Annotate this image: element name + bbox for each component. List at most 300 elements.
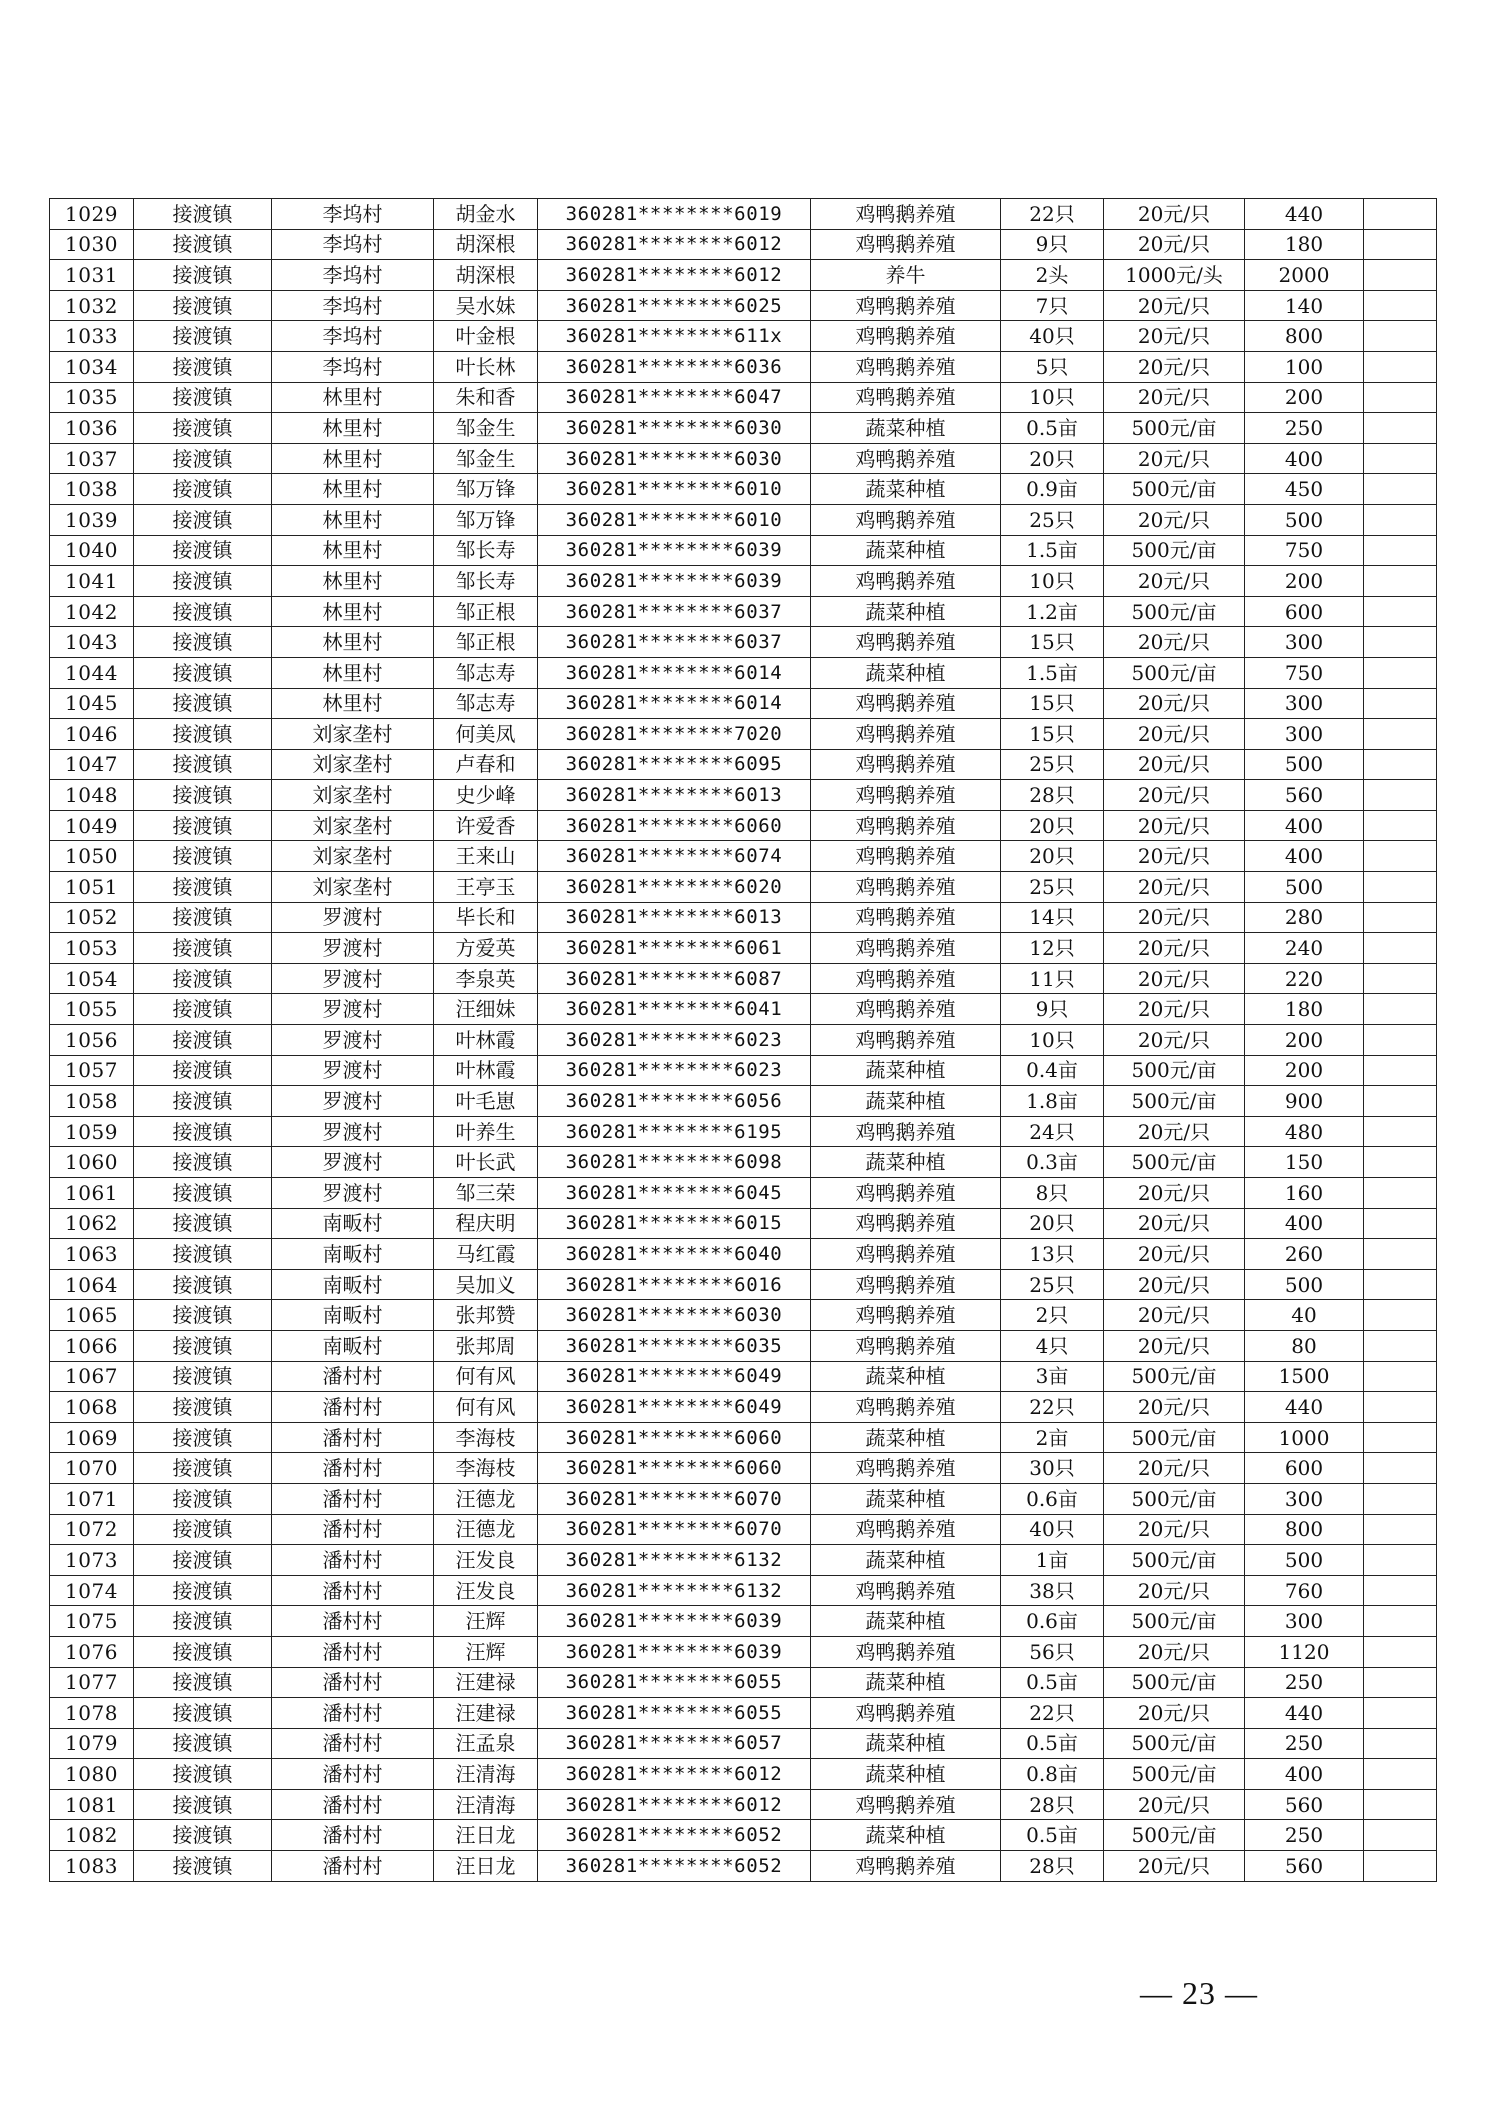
standard-cell: 500元/亩 (1104, 1667, 1245, 1698)
village-cell: 潘村村 (272, 1514, 434, 1545)
remark-cell (1364, 1453, 1437, 1484)
quantity-cell: 0.5亩 (1001, 1728, 1104, 1759)
serial-cell: 1070 (50, 1453, 134, 1484)
remark-cell (1364, 1728, 1437, 1759)
name-cell: 邹正根 (434, 627, 538, 658)
town-cell: 接渡镇 (134, 199, 272, 230)
quantity-cell: 38只 (1001, 1575, 1104, 1606)
id-card-cell: 360281********6035 (538, 1330, 811, 1361)
table-row (50, 1636, 1437, 1667)
town-cell: 接渡镇 (134, 1086, 272, 1117)
table-row (50, 1025, 1437, 1056)
town-cell: 接渡镇 (134, 719, 272, 750)
name-cell: 王亭玉 (434, 872, 538, 903)
serial-cell: 1079 (50, 1728, 134, 1759)
serial-cell: 1034 (50, 351, 134, 382)
standard-cell: 20元/只 (1104, 290, 1245, 321)
id-card-cell: 360281********6052 (538, 1820, 811, 1851)
name-cell: 邹正根 (434, 596, 538, 627)
amount-cell: 140 (1245, 290, 1364, 321)
amount-cell: 40 (1245, 1300, 1364, 1331)
town-cell: 接渡镇 (134, 1116, 272, 1147)
remark-cell (1364, 1545, 1437, 1576)
table-row (50, 872, 1437, 903)
amount-cell: 560 (1245, 1789, 1364, 1820)
quantity-cell: 28只 (1001, 780, 1104, 811)
village-cell: 刘家垄村 (272, 749, 434, 780)
serial-cell: 1055 (50, 994, 134, 1025)
project-cell: 鸡鸭鹅养殖 (811, 290, 1001, 321)
name-cell: 叶金根 (434, 321, 538, 352)
id-card-cell: 360281********6030 (538, 1300, 811, 1331)
remark-cell (1364, 351, 1437, 382)
quantity-cell: 22只 (1001, 1392, 1104, 1423)
name-cell: 张邦赞 (434, 1300, 538, 1331)
id-card-cell: 360281********6039 (538, 1606, 811, 1637)
table-row (50, 1422, 1437, 1453)
project-cell: 鸡鸭鹅养殖 (811, 1392, 1001, 1423)
quantity-cell: 10只 (1001, 566, 1104, 597)
standard-cell: 20元/只 (1104, 902, 1245, 933)
serial-cell: 1041 (50, 566, 134, 597)
town-cell: 接渡镇 (134, 1667, 272, 1698)
project-cell: 蔬菜种植 (811, 1667, 1001, 1698)
table-row (50, 810, 1437, 841)
remark-cell (1364, 566, 1437, 597)
standard-cell: 20元/只 (1104, 1851, 1245, 1882)
project-cell: 鸡鸭鹅养殖 (811, 688, 1001, 719)
town-cell: 接渡镇 (134, 963, 272, 994)
standard-cell: 500元/亩 (1104, 1728, 1245, 1759)
project-cell: 鸡鸭鹅养殖 (811, 199, 1001, 230)
table-row (50, 1851, 1437, 1882)
serial-cell: 1037 (50, 443, 134, 474)
quantity-cell: 7只 (1001, 290, 1104, 321)
id-card-cell: 360281********6040 (538, 1239, 811, 1270)
village-cell: 林里村 (272, 566, 434, 597)
standard-cell: 20元/只 (1104, 1025, 1245, 1056)
table-row (50, 1300, 1437, 1331)
remark-cell (1364, 596, 1437, 627)
project-cell: 鸡鸭鹅养殖 (811, 1575, 1001, 1606)
remark-cell (1364, 1851, 1437, 1882)
village-cell: 刘家垄村 (272, 810, 434, 841)
project-cell: 鸡鸭鹅养殖 (811, 994, 1001, 1025)
name-cell: 汪日龙 (434, 1820, 538, 1851)
name-cell: 邹志寿 (434, 688, 538, 719)
project-cell: 鸡鸭鹅养殖 (811, 229, 1001, 260)
quantity-cell: 1亩 (1001, 1545, 1104, 1576)
project-cell: 蔬菜种植 (811, 1086, 1001, 1117)
village-cell: 林里村 (272, 382, 434, 413)
serial-cell: 1063 (50, 1239, 134, 1270)
remark-cell (1364, 963, 1437, 994)
amount-cell: 500 (1245, 872, 1364, 903)
amount-cell: 400 (1245, 810, 1364, 841)
quantity-cell: 15只 (1001, 719, 1104, 750)
quantity-cell: 9只 (1001, 994, 1104, 1025)
project-cell: 鸡鸭鹅养殖 (811, 627, 1001, 658)
standard-cell: 500元/亩 (1104, 1361, 1245, 1392)
quantity-cell: 28只 (1001, 1789, 1104, 1820)
standard-cell: 500元/亩 (1104, 1820, 1245, 1851)
name-cell: 叶林霞 (434, 1055, 538, 1086)
serial-cell: 1044 (50, 657, 134, 688)
page-number: — 23 — (1140, 1975, 1258, 2011)
name-cell: 胡深根 (434, 229, 538, 260)
amount-cell: 400 (1245, 841, 1364, 872)
remark-cell (1364, 1086, 1437, 1117)
village-cell: 林里村 (272, 413, 434, 444)
id-card-cell: 360281********6070 (538, 1514, 811, 1545)
quantity-cell: 15只 (1001, 688, 1104, 719)
id-card-cell: 360281********6014 (538, 657, 811, 688)
id-card-cell: 360281********611x (538, 321, 811, 352)
serial-cell: 1077 (50, 1667, 134, 1698)
remark-cell (1364, 1392, 1437, 1423)
project-cell: 鸡鸭鹅养殖 (811, 1636, 1001, 1667)
project-cell: 鸡鸭鹅养殖 (811, 1698, 1001, 1729)
table-row (50, 933, 1437, 964)
name-cell: 叶毛崽 (434, 1086, 538, 1117)
name-cell: 叶长林 (434, 351, 538, 382)
table-row (50, 902, 1437, 933)
serial-cell: 1056 (50, 1025, 134, 1056)
project-cell: 鸡鸭鹅养殖 (811, 321, 1001, 352)
quantity-cell: 12只 (1001, 933, 1104, 964)
quantity-cell: 25只 (1001, 1269, 1104, 1300)
village-cell: 潘村村 (272, 1606, 434, 1637)
id-card-cell: 360281********6132 (538, 1575, 811, 1606)
standard-cell: 20元/只 (1104, 872, 1245, 903)
serial-cell: 1045 (50, 688, 134, 719)
town-cell: 接渡镇 (134, 688, 272, 719)
town-cell: 接渡镇 (134, 504, 272, 535)
serial-cell: 1042 (50, 596, 134, 627)
name-cell: 许爱香 (434, 810, 538, 841)
serial-cell: 1048 (50, 780, 134, 811)
amount-cell: 760 (1245, 1575, 1364, 1606)
town-cell: 接渡镇 (134, 1330, 272, 1361)
amount-cell: 600 (1245, 596, 1364, 627)
standard-cell: 20元/只 (1104, 810, 1245, 841)
id-card-cell: 360281********6030 (538, 443, 811, 474)
id-card-cell: 360281********6016 (538, 1269, 811, 1300)
serial-cell: 1033 (50, 321, 134, 352)
project-cell: 鸡鸭鹅养殖 (811, 1116, 1001, 1147)
village-cell: 林里村 (272, 443, 434, 474)
project-cell: 鸡鸭鹅养殖 (811, 1300, 1001, 1331)
serial-cell: 1053 (50, 933, 134, 964)
quantity-cell: 2头 (1001, 260, 1104, 291)
standard-cell: 20元/只 (1104, 688, 1245, 719)
project-cell: 蔬菜种植 (811, 413, 1001, 444)
table-row (50, 627, 1437, 658)
quantity-cell: 9只 (1001, 229, 1104, 260)
standard-cell: 20元/只 (1104, 1575, 1245, 1606)
table-row (50, 688, 1437, 719)
table-row (50, 1545, 1437, 1576)
standard-cell: 500元/亩 (1104, 474, 1245, 505)
name-cell: 汪辉 (434, 1606, 538, 1637)
project-cell: 鸡鸭鹅养殖 (811, 810, 1001, 841)
name-cell: 方爱英 (434, 933, 538, 964)
village-cell: 潘村村 (272, 1759, 434, 1790)
name-cell: 汪清海 (434, 1789, 538, 1820)
id-card-cell: 360281********6087 (538, 963, 811, 994)
village-cell: 林里村 (272, 627, 434, 658)
project-cell: 鸡鸭鹅养殖 (811, 902, 1001, 933)
project-cell: 蔬菜种植 (811, 1728, 1001, 1759)
standard-cell: 20元/只 (1104, 1514, 1245, 1545)
village-cell: 林里村 (272, 535, 434, 566)
standard-cell: 20元/只 (1104, 1636, 1245, 1667)
village-cell: 刘家垄村 (272, 872, 434, 903)
quantity-cell: 20只 (1001, 810, 1104, 841)
table-row (50, 1147, 1437, 1178)
village-cell: 潘村村 (272, 1851, 434, 1882)
town-cell: 接渡镇 (134, 1606, 272, 1637)
name-cell: 史少峰 (434, 780, 538, 811)
id-card-cell: 360281********6020 (538, 872, 811, 903)
remark-cell (1364, 290, 1437, 321)
project-cell: 鸡鸭鹅养殖 (811, 1453, 1001, 1484)
table-row (50, 780, 1437, 811)
name-cell: 何美凤 (434, 719, 538, 750)
town-cell: 接渡镇 (134, 1636, 272, 1667)
id-card-cell: 360281********6012 (538, 1759, 811, 1790)
table-row (50, 596, 1437, 627)
name-cell: 邹三荣 (434, 1178, 538, 1209)
remark-cell (1364, 1300, 1437, 1331)
remark-cell (1364, 1147, 1437, 1178)
amount-cell: 200 (1245, 382, 1364, 413)
table-row (50, 1667, 1437, 1698)
project-cell: 养牛 (811, 260, 1001, 291)
amount-cell: 440 (1245, 1392, 1364, 1423)
quantity-cell: 30只 (1001, 1453, 1104, 1484)
project-cell: 鸡鸭鹅养殖 (811, 1025, 1001, 1056)
table-row (50, 1086, 1437, 1117)
name-cell: 程庆明 (434, 1208, 538, 1239)
project-cell: 鸡鸭鹅养殖 (811, 382, 1001, 413)
amount-cell: 80 (1245, 1330, 1364, 1361)
table-row (50, 1820, 1437, 1851)
project-cell: 鸡鸭鹅养殖 (811, 1789, 1001, 1820)
town-cell: 接渡镇 (134, 1025, 272, 1056)
town-cell: 接渡镇 (134, 1453, 272, 1484)
town-cell: 接渡镇 (134, 1483, 272, 1514)
project-cell: 蔬菜种植 (811, 596, 1001, 627)
village-cell: 南畈村 (272, 1208, 434, 1239)
village-cell: 罗渡村 (272, 963, 434, 994)
id-card-cell: 360281********6061 (538, 933, 811, 964)
serial-cell: 1035 (50, 382, 134, 413)
project-cell: 鸡鸭鹅养殖 (811, 780, 1001, 811)
id-card-cell: 360281********6025 (538, 290, 811, 321)
standard-cell: 20元/只 (1104, 351, 1245, 382)
id-card-cell: 360281********6074 (538, 841, 811, 872)
quantity-cell: 20只 (1001, 841, 1104, 872)
village-cell: 潘村村 (272, 1667, 434, 1698)
remark-cell (1364, 688, 1437, 719)
standard-cell: 20元/只 (1104, 382, 1245, 413)
amount-cell: 600 (1245, 1453, 1364, 1484)
quantity-cell: 20只 (1001, 1208, 1104, 1239)
quantity-cell: 8只 (1001, 1178, 1104, 1209)
amount-cell: 900 (1245, 1086, 1364, 1117)
serial-cell: 1050 (50, 841, 134, 872)
town-cell: 接渡镇 (134, 1300, 272, 1331)
amount-cell: 480 (1245, 1116, 1364, 1147)
amount-cell: 300 (1245, 719, 1364, 750)
name-cell: 汪清海 (434, 1759, 538, 1790)
project-cell: 蔬菜种植 (811, 1606, 1001, 1637)
id-card-cell: 360281********6056 (538, 1086, 811, 1117)
town-cell: 接渡镇 (134, 657, 272, 688)
name-cell: 邹金生 (434, 413, 538, 444)
id-card-cell: 360281********6037 (538, 627, 811, 658)
village-cell: 南畈村 (272, 1330, 434, 1361)
amount-cell: 250 (1245, 413, 1364, 444)
serial-cell: 1043 (50, 627, 134, 658)
id-card-cell: 360281********6037 (538, 596, 811, 627)
quantity-cell: 0.5亩 (1001, 1820, 1104, 1851)
amount-cell: 750 (1245, 657, 1364, 688)
village-cell: 罗渡村 (272, 1147, 434, 1178)
village-cell: 李坞村 (272, 260, 434, 291)
id-card-cell: 360281********6039 (538, 566, 811, 597)
amount-cell: 440 (1245, 199, 1364, 230)
remark-cell (1364, 1667, 1437, 1698)
id-card-cell: 360281********6012 (538, 260, 811, 291)
name-cell: 马红霞 (434, 1239, 538, 1270)
quantity-cell: 25只 (1001, 749, 1104, 780)
id-card-cell: 360281********6060 (538, 1422, 811, 1453)
amount-cell: 400 (1245, 443, 1364, 474)
quantity-cell: 1.5亩 (1001, 657, 1104, 688)
name-cell: 邹长寿 (434, 566, 538, 597)
amount-cell: 300 (1245, 688, 1364, 719)
amount-cell: 440 (1245, 1698, 1364, 1729)
amount-cell: 400 (1245, 1759, 1364, 1790)
amount-cell: 100 (1245, 351, 1364, 382)
table-row (50, 994, 1437, 1025)
amount-cell: 250 (1245, 1728, 1364, 1759)
standard-cell: 20元/只 (1104, 780, 1245, 811)
serial-cell: 1082 (50, 1820, 134, 1851)
amount-cell: 180 (1245, 229, 1364, 260)
serial-cell: 1029 (50, 199, 134, 230)
serial-cell: 1078 (50, 1698, 134, 1729)
name-cell: 朱和香 (434, 382, 538, 413)
project-cell: 蔬菜种植 (811, 1545, 1001, 1576)
town-cell: 接渡镇 (134, 1239, 272, 1270)
name-cell: 叶林霞 (434, 1025, 538, 1056)
quantity-cell: 24只 (1001, 1116, 1104, 1147)
id-card-cell: 360281********6013 (538, 902, 811, 933)
town-cell: 接渡镇 (134, 382, 272, 413)
table-row (50, 504, 1437, 535)
village-cell: 刘家垄村 (272, 780, 434, 811)
remark-cell (1364, 1575, 1437, 1606)
name-cell: 邹万锋 (434, 504, 538, 535)
id-card-cell: 360281********6045 (538, 1178, 811, 1209)
remark-cell (1364, 1330, 1437, 1361)
serial-cell: 1073 (50, 1545, 134, 1576)
town-cell: 接渡镇 (134, 443, 272, 474)
town-cell: 接渡镇 (134, 535, 272, 566)
remark-cell (1364, 1759, 1437, 1790)
remark-cell (1364, 1483, 1437, 1514)
serial-cell: 1040 (50, 535, 134, 566)
id-card-cell: 360281********6012 (538, 229, 811, 260)
town-cell: 接渡镇 (134, 994, 272, 1025)
remark-cell (1364, 902, 1437, 933)
standard-cell: 500元/亩 (1104, 1483, 1245, 1514)
name-cell: 王来山 (434, 841, 538, 872)
amount-cell: 450 (1245, 474, 1364, 505)
remark-cell (1364, 1116, 1437, 1147)
quantity-cell: 0.3亩 (1001, 1147, 1104, 1178)
table-row (50, 1759, 1437, 1790)
serial-cell: 1038 (50, 474, 134, 505)
quantity-cell: 5只 (1001, 351, 1104, 382)
project-cell: 蔬菜种植 (811, 1759, 1001, 1790)
project-cell: 鸡鸭鹅养殖 (811, 1269, 1001, 1300)
standard-cell: 20元/只 (1104, 841, 1245, 872)
remark-cell (1364, 780, 1437, 811)
amount-cell: 560 (1245, 780, 1364, 811)
table-row (50, 963, 1437, 994)
amount-cell: 240 (1245, 933, 1364, 964)
village-cell: 南畈村 (272, 1239, 434, 1270)
village-cell: 南畈村 (272, 1300, 434, 1331)
remark-cell (1364, 1025, 1437, 1056)
standard-cell: 20元/只 (1104, 199, 1245, 230)
id-card-cell: 360281********6055 (538, 1698, 811, 1729)
town-cell: 接渡镇 (134, 596, 272, 627)
remark-cell (1364, 1178, 1437, 1209)
village-cell: 潘村村 (272, 1361, 434, 1392)
remark-cell (1364, 321, 1437, 352)
quantity-cell: 0.8亩 (1001, 1759, 1104, 1790)
remark-cell (1364, 810, 1437, 841)
quantity-cell: 2亩 (1001, 1422, 1104, 1453)
name-cell: 邹长寿 (434, 535, 538, 566)
standard-cell: 20元/只 (1104, 994, 1245, 1025)
remark-cell (1364, 1208, 1437, 1239)
id-card-cell: 360281********6010 (538, 474, 811, 505)
serial-cell: 1031 (50, 260, 134, 291)
name-cell: 邹金生 (434, 443, 538, 474)
standard-cell: 500元/亩 (1104, 1422, 1245, 1453)
town-cell: 接渡镇 (134, 1392, 272, 1423)
table-row (50, 1055, 1437, 1086)
serial-cell: 1030 (50, 229, 134, 260)
quantity-cell: 10只 (1001, 382, 1104, 413)
table-row (50, 290, 1437, 321)
standard-cell: 500元/亩 (1104, 1759, 1245, 1790)
name-cell: 李海枝 (434, 1453, 538, 1484)
remark-cell (1364, 1514, 1437, 1545)
serial-cell: 1081 (50, 1789, 134, 1820)
village-cell: 李坞村 (272, 199, 434, 230)
serial-cell: 1057 (50, 1055, 134, 1086)
serial-cell: 1075 (50, 1606, 134, 1637)
amount-cell: 300 (1245, 1606, 1364, 1637)
table-row (50, 1392, 1437, 1423)
